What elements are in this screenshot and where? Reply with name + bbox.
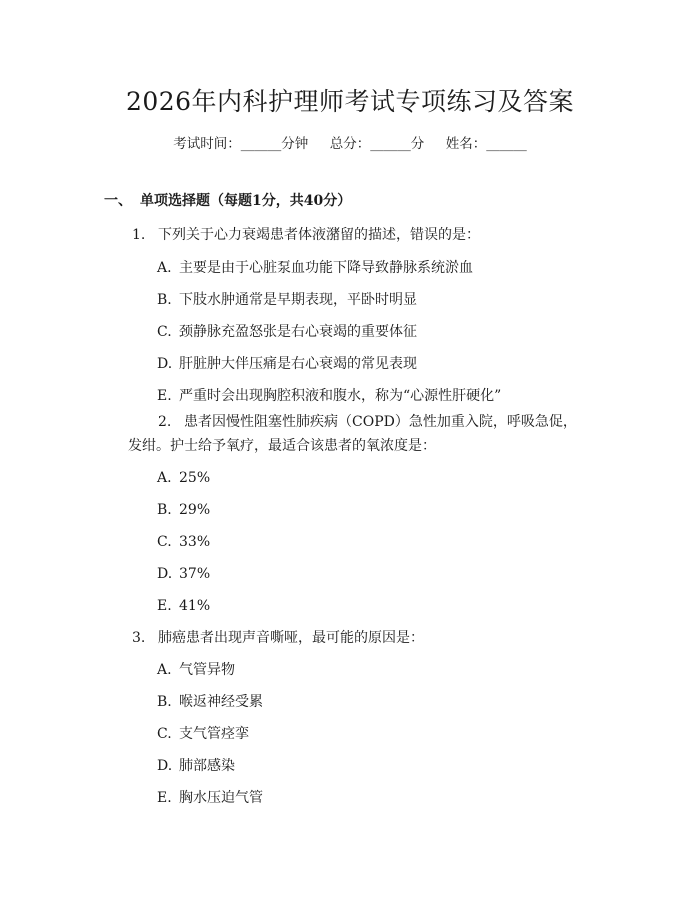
option-letter: A. xyxy=(157,470,172,486)
option-3e xyxy=(157,787,263,807)
option-text: 下肢水肿通常是早期表现，平卧时明显 xyxy=(179,292,417,308)
section-title: 单项选择题（每题1分，共40分） xyxy=(140,193,352,209)
page-title: 2026年内科护理师考试专项练习及答案 xyxy=(125,87,575,116)
option-1b xyxy=(157,289,417,309)
option-text: 肝脏肿大伴压痛是右心衰竭的常见表现 xyxy=(179,356,417,372)
option-text: 颈静脉充盈怒张是右心衰竭的重要体征 xyxy=(179,324,417,340)
option-letter: B. xyxy=(157,502,172,518)
option-2d xyxy=(157,566,210,582)
option-letter: D. xyxy=(157,356,173,372)
option-3b xyxy=(157,691,263,711)
option-text: 严重时会出现胸腔积液和腹水，称为“心源性肝硬化” xyxy=(179,388,502,404)
option-2a xyxy=(157,470,210,486)
question-text: 患者因慢性阻塞性肺疾病（COPD）急性加重入院，呼吸急促，发绀。护士给予氧疗，最适合该患者的氧浓度是： xyxy=(128,414,577,454)
option-2e xyxy=(157,598,210,614)
option-text: 肺部感染 xyxy=(179,758,235,774)
option-letter: E. xyxy=(157,388,172,404)
option-text: 喉返神经受累 xyxy=(179,694,263,710)
option-letter: C. xyxy=(157,726,172,742)
option-text: 25% xyxy=(179,470,211,486)
section-number: 一、 xyxy=(104,193,132,209)
question-text: 下列关于心力衰竭患者体液潴留的描述，错误的是： xyxy=(158,227,480,243)
option-text: 33% xyxy=(179,534,211,550)
question-number: 3. xyxy=(132,630,146,646)
option-text: 41% xyxy=(179,598,211,614)
option-text: 支气管痉挛 xyxy=(179,726,249,742)
option-letter: C. xyxy=(157,534,172,550)
option-text: 胸水压迫气管 xyxy=(179,790,263,806)
question-3 xyxy=(132,627,424,647)
option-letter: D. xyxy=(157,566,173,582)
option-1a xyxy=(157,257,473,277)
question-number: 1. xyxy=(132,227,146,243)
option-1c xyxy=(157,321,417,341)
question-text: 肺癌患者出现声音嘶哑，最可能的原因是： xyxy=(158,630,424,646)
option-3a xyxy=(157,659,235,679)
option-text: 37% xyxy=(179,566,211,582)
option-2b xyxy=(157,502,210,518)
question-number: 2. xyxy=(158,414,172,430)
option-3c xyxy=(157,723,249,743)
option-1d xyxy=(157,353,417,373)
option-letter: A. xyxy=(157,662,172,678)
option-letter: E. xyxy=(157,598,172,614)
exam-meta-line: 考试时间：______分钟 总分：______分 姓名：______ xyxy=(173,136,527,152)
question-1 xyxy=(132,224,480,244)
option-text: 29% xyxy=(179,502,211,518)
option-text: 主要是由于心脏泵血功能下降导致静脉系统淤血 xyxy=(179,260,473,276)
option-1e xyxy=(157,385,501,405)
section-heading xyxy=(104,190,351,210)
question-2 xyxy=(128,410,580,458)
option-letter: B. xyxy=(157,292,172,308)
option-letter: E. xyxy=(157,790,172,806)
option-letter: C. xyxy=(157,324,172,340)
option-text: 气管异物 xyxy=(179,662,235,678)
option-3d xyxy=(157,755,235,775)
option-letter: D. xyxy=(157,758,173,774)
option-letter: B. xyxy=(157,694,172,710)
option-2c xyxy=(157,534,210,550)
option-letter: A. xyxy=(157,260,172,276)
